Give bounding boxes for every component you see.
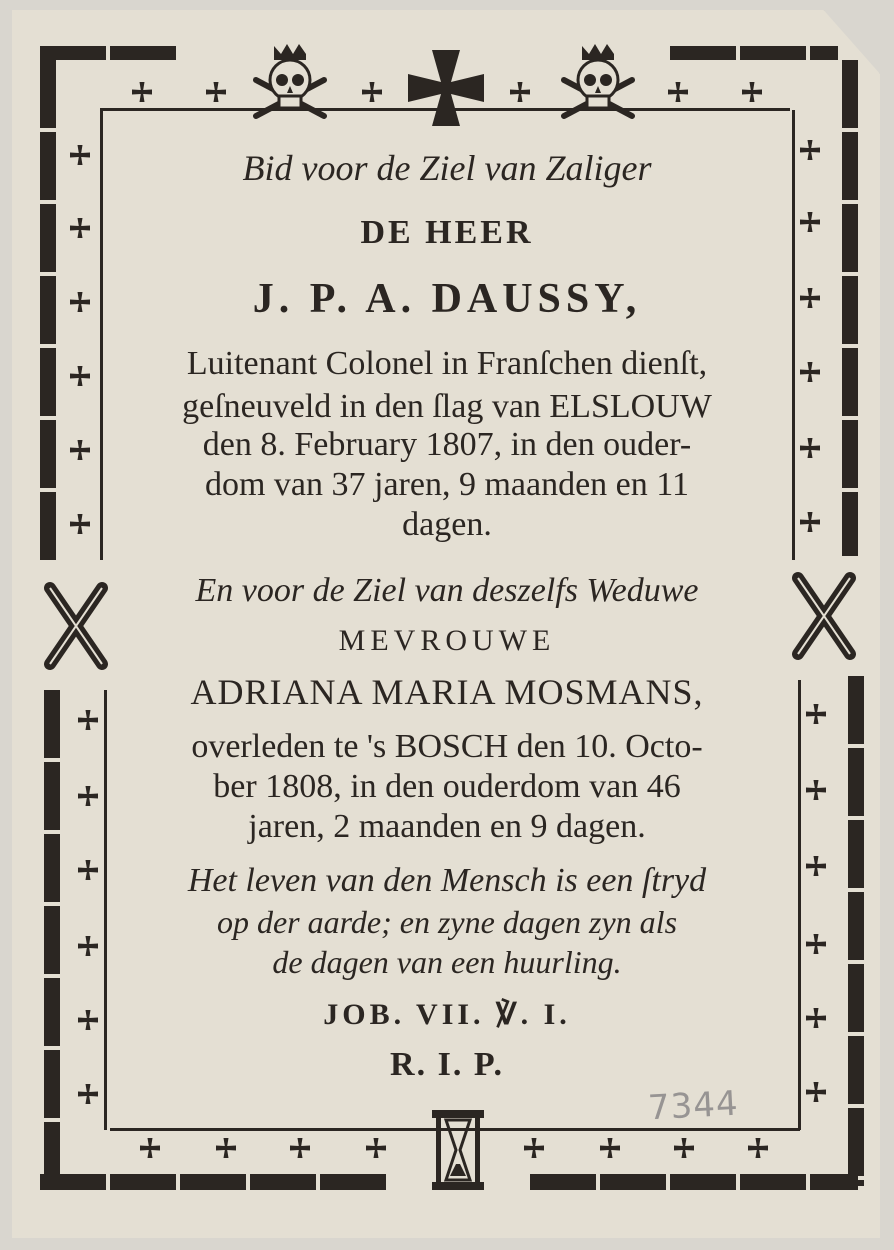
title-mevrouwe: MEVROUWE [338,624,556,657]
border-bar [250,1174,316,1190]
crowned-skull-icon [564,44,632,116]
cross-icon [600,1138,620,1158]
cross-icon [290,1138,310,1158]
hourglass-icon [432,1110,484,1190]
inner-rule [110,1128,800,1131]
cross-icon [78,1084,98,1104]
crowned-skull-icon [256,44,324,116]
cross-icon [216,1138,236,1158]
verse-line: op der aarde; en zyne dagen zyn als [216,904,678,940]
bio-2-line: overleden te 's BOSCH den 10. Octo- [191,728,703,765]
cross-icon [806,1082,826,1102]
cross-icon [742,82,762,102]
border-bar [670,1174,736,1190]
archive-number: 7344 [647,1083,740,1129]
border-bar [40,60,56,128]
title-de-heer: DE HEER [360,214,534,251]
cross-icon [78,710,98,730]
cross-icon [362,82,382,102]
bio-2-line: ber 1808, in den ouderdom van 46 [213,768,681,805]
bio-1-line: Luitenant Colonel in Franſchen dienſt, [186,345,708,382]
bio-1-line: den 8. February 1807, in den ouder- [202,426,692,463]
bio-2-line: jaren, 2 maanden en 9 dagen. [248,808,646,845]
deceased-name-2: ADRIANA MARIA MOSMANS, [190,672,704,712]
border-bar [44,1122,60,1186]
cross-icon [748,1138,768,1158]
border-bar [320,1174,386,1190]
border-bar [740,46,806,60]
border-bar [842,60,858,128]
cross-icon [140,1138,160,1158]
cross-icon [366,1138,386,1158]
deceased-name-1: J. P. A. DAUSSY, [252,276,642,322]
cross-icon [132,82,152,102]
border-bar [180,1174,246,1190]
border-bar [670,46,736,60]
verse-reference: JOB. VII. ℣. I. [323,998,571,1031]
verse-line: de dagen van een huurling. [272,944,622,980]
maltese-cross-icon [408,50,484,126]
bio-1-line: dagen. [402,506,492,543]
border-bar [848,1180,864,1186]
verse-line: Het leven van den Mensch is een ſtryd [187,862,707,899]
border-bar [110,46,176,60]
border-bar [810,46,838,60]
cross-icon [674,1138,694,1158]
cross-icon [510,82,530,102]
cross-icon [206,82,226,102]
cross-icon [668,82,688,102]
border-bar [110,1174,176,1190]
cross-icon [524,1138,544,1158]
prayer-line-2: En voor de Ziel van deszelfs Weduwe [195,572,699,609]
bio-1-line: geſneuveld in den ſlag van ELSLOUW [182,388,712,425]
border-bar [848,1108,864,1176]
border-bar [600,1174,666,1190]
border-bar [530,1174,596,1190]
border-bar [40,46,106,60]
bio-1-line: dom van 37 jaren, 9 maanden en 11 [204,466,690,503]
prayer-line-1: Bid voor de Ziel van Zaliger [242,148,652,188]
closing-rip: R. I. P. [390,1046,504,1083]
border-bar [740,1174,806,1190]
